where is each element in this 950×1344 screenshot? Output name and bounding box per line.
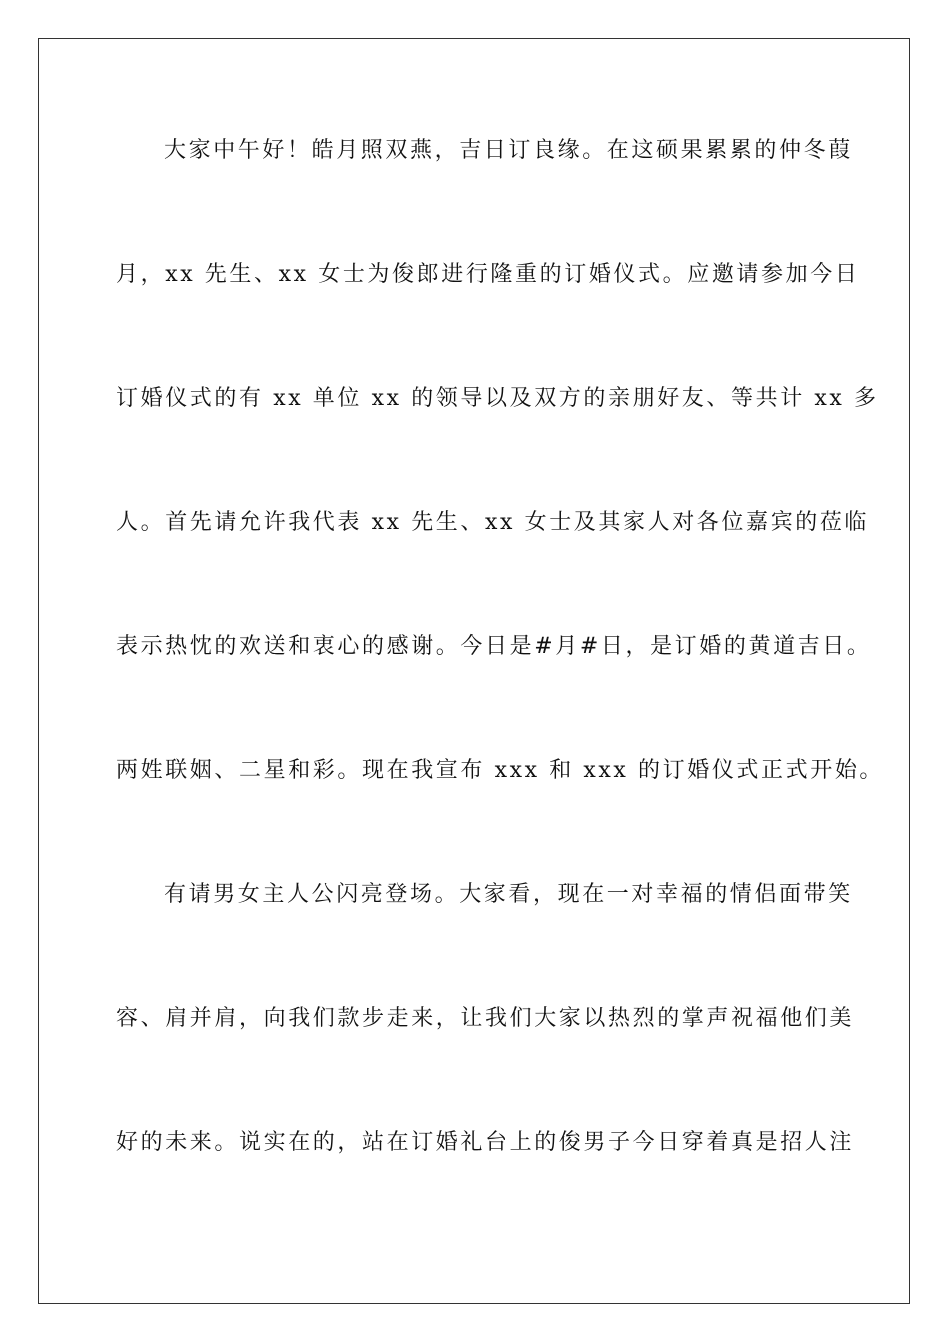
page-border — [38, 38, 910, 1304]
text-line-9: 好的未来。说实在的，站在订婚礼台上的俊男子今日穿着真是招人注 — [116, 1130, 855, 1155]
text-line-4: 人。首先请允许我代表 xx 先生、xx 女士及其家人对各位嘉宾的莅临 — [116, 510, 870, 535]
text-line-2: 月，xx 先生、xx 女士为俊郎进行隆重的订婚仪式。应邀请参加今日 — [116, 262, 860, 287]
text-line-5: 表示热忱的欢送和衷心的感谢。今日是#月#日，是订婚的黄道吉日。 — [116, 634, 872, 659]
text-line-8: 容、肩并肩，向我们款步走来，让我们大家以热烈的掌声祝福他们美 — [116, 1006, 855, 1031]
text-line-6: 两姓联姻、二星和彩。现在我宣布 xxx 和 xxx 的订婚仪式正式开始。 — [116, 758, 885, 783]
text-line-3: 订婚仪式的有 xx 单位 xx 的领导以及双方的亲朋好友、等共计 xx 多 — [116, 386, 879, 411]
text-line-1: 大家中午好！皓月照双燕，吉日订良缘。在这硕果累累的仲冬葭 — [164, 138, 853, 163]
text-line-7: 有请男女主人公闪亮登场。大家看，现在一对幸福的情侣面带笑 — [164, 882, 853, 907]
